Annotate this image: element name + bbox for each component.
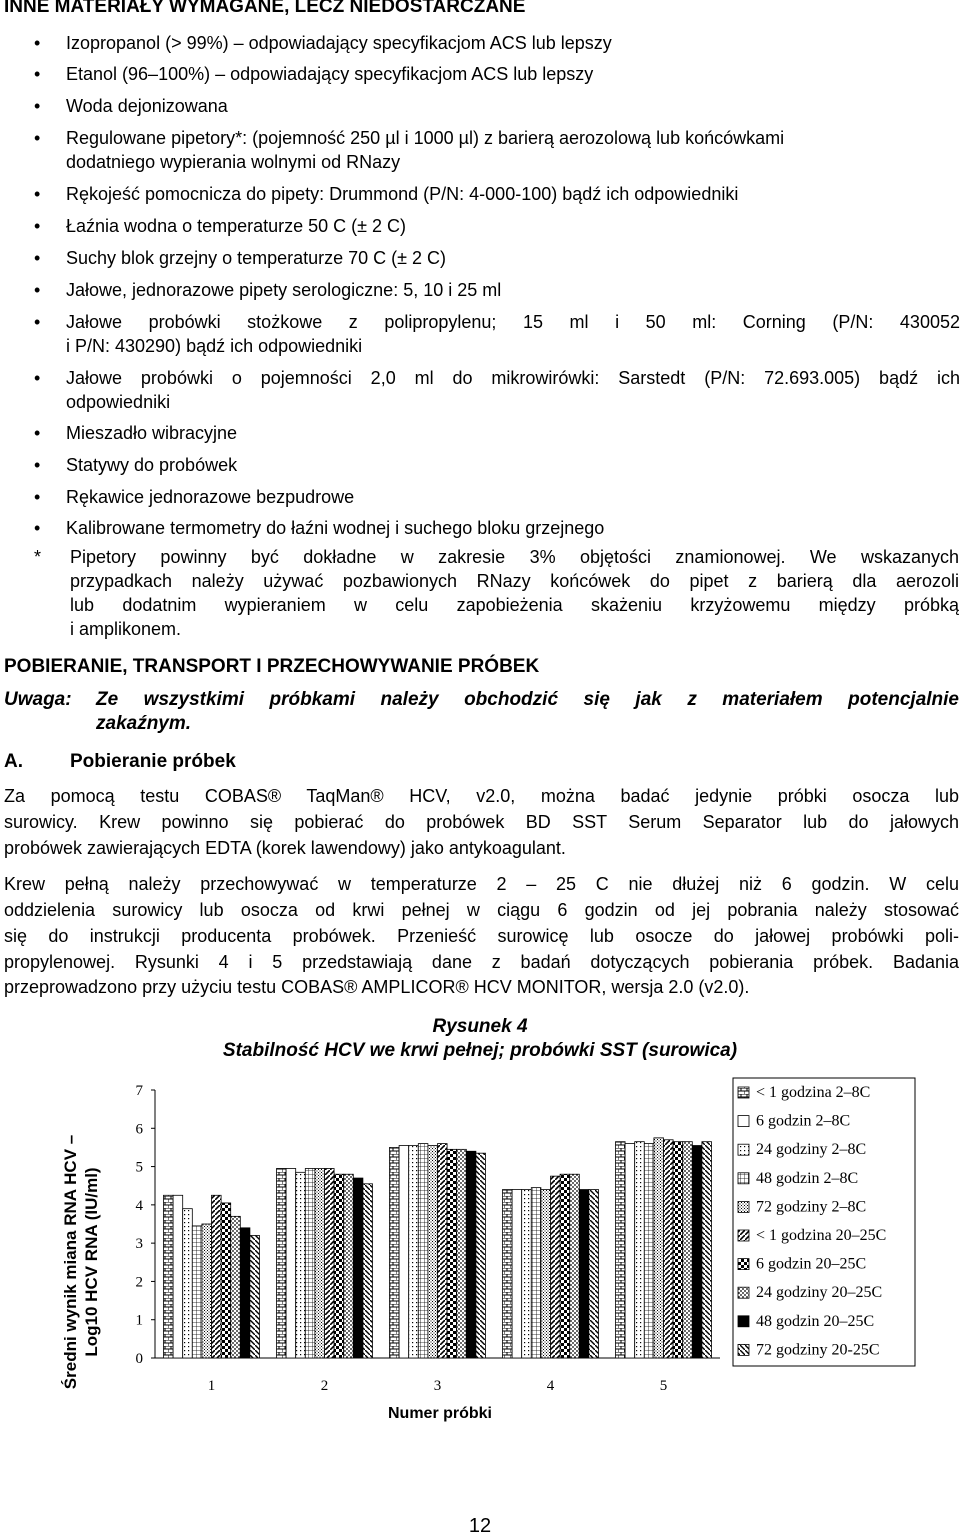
footnote-line: i amplikonem.	[70, 619, 182, 639]
list-item-text: Suchy blok grzejny o temperaturze 70 C (± 2 C)	[66, 248, 447, 268]
bar	[173, 1195, 183, 1358]
bar	[625, 1144, 635, 1358]
bar-chart	[0, 1070, 960, 1430]
list-item-text: Kalibrowane termometry do łaźni wodnej i suchego bloku grzejnego	[66, 518, 605, 538]
subsection-letter: A.	[4, 751, 23, 772]
bullet-icon: •	[34, 33, 41, 53]
legend	[733, 1078, 915, 1366]
legend-label: 48 godzin 2–8C	[756, 1169, 859, 1187]
bar	[250, 1235, 260, 1358]
bar	[579, 1190, 589, 1358]
bullet-icon: •	[34, 455, 41, 475]
legend-label: 48 godzin 20–25C	[756, 1312, 875, 1330]
x-tick-label: 5	[659, 1378, 668, 1394]
list-item-text: Mieszadło wibracyjne	[66, 423, 238, 443]
figure-number: Rysunek 4	[432, 1016, 528, 1037]
bar	[616, 1142, 626, 1358]
bar	[353, 1178, 363, 1358]
list-item-text: Rękawice jednorazowe bezpudrowe	[66, 487, 355, 507]
paragraph-line: probówek zawierających EDTA (korek lawendowy) jako antykoagulant.	[4, 838, 566, 858]
bar	[531, 1188, 541, 1358]
list-item-text: Etanol (96–100%) – odpowiadający specyfikacjom ACS lub lepszy	[66, 64, 594, 84]
x-tick-label: 1	[207, 1378, 216, 1394]
list-item-text: Woda dejonizowana	[66, 96, 228, 116]
x-axis-title: Numer próbki	[387, 1405, 493, 1422]
legend-label: < 1 godzina 2–8C	[756, 1084, 871, 1101]
bar	[635, 1142, 645, 1358]
bar	[522, 1190, 532, 1358]
paragraph-line: oddzielenia surowicy lub osocza od krwi pełnej w ciągu 6 godzin od jej pobrania należy stosować	[4, 900, 959, 920]
y-tick-label: 6	[135, 1121, 143, 1138]
bar	[240, 1228, 250, 1358]
y-tick-label: 7	[135, 1083, 143, 1099]
bar	[664, 1140, 674, 1358]
bar	[570, 1174, 580, 1358]
list-item-text: odpowiedniki	[66, 392, 171, 412]
bar	[438, 1144, 448, 1358]
bullet-icon: •	[34, 64, 41, 84]
bar	[305, 1168, 315, 1358]
bar	[202, 1224, 212, 1358]
bullet-icon: •	[34, 280, 41, 300]
bar	[363, 1184, 373, 1358]
bar	[589, 1190, 599, 1358]
bar	[692, 1146, 702, 1358]
footnote-mark: *	[34, 547, 42, 567]
bar	[644, 1144, 654, 1358]
legend-label: 6 godzin 20–25C	[756, 1255, 867, 1273]
legend-swatch	[738, 1316, 749, 1327]
bar	[164, 1195, 174, 1358]
footnote-line: przypadkach należy używać pozbawionych RNazy końcówek do pipet z barierą dla aerozoli	[70, 571, 959, 591]
bar	[399, 1146, 409, 1358]
bar	[277, 1168, 287, 1358]
bar	[231, 1216, 241, 1358]
figure-caption: Stabilność HCV we krwi pełnej; probówki SST (surowica)	[222, 1040, 738, 1061]
y-axis-title-line-1: Średni wynik miana RNA HCV –	[61, 1134, 80, 1390]
paragraph-line: Krew pełną należy przechowywać w temperaturze 2 – 25 C nie dłużej niż 6 godzin. W celu	[4, 874, 959, 894]
list-item-text: Statywy do probówek	[66, 455, 238, 475]
bar	[654, 1138, 664, 1358]
bar	[457, 1149, 467, 1358]
bar	[512, 1190, 522, 1358]
bar	[447, 1149, 457, 1358]
paragraph-line: propylenowej. Rysunki 4 i 5 przedstawiają dane z badań dotyczących pobierania próbek. Badania	[4, 952, 959, 972]
note-label: Uwaga:	[4, 689, 72, 710]
legend-swatch	[738, 1173, 749, 1184]
legend-swatch	[738, 1287, 749, 1298]
y-axis-title-line-2: Log10 HCV RNA (IU/ml)	[82, 1167, 101, 1357]
x-tick-label: 4	[546, 1378, 555, 1394]
bar	[673, 1142, 683, 1358]
bullet-icon: •	[34, 487, 41, 507]
bullet-icon: •	[34, 96, 41, 116]
bar	[428, 1146, 438, 1358]
bullet-icon: •	[34, 216, 41, 236]
legend-label: < 1 godzina 20–25C	[756, 1227, 887, 1244]
y-tick-label: 2	[135, 1274, 143, 1291]
bar	[221, 1203, 231, 1358]
bar	[390, 1147, 400, 1358]
y-tick-label: 1	[135, 1312, 143, 1329]
y-tick-label: 3	[135, 1236, 143, 1253]
legend-swatch	[738, 1087, 749, 1098]
bullet-icon: •	[34, 248, 41, 268]
legend-swatch	[738, 1344, 749, 1355]
legend-swatch	[738, 1230, 749, 1241]
bar	[541, 1190, 551, 1358]
bar	[286, 1168, 296, 1358]
legend-swatch	[738, 1116, 749, 1127]
list-item-text: Izopropanol (> 99%) – odpowiadający specyfikacjom ACS lub lepszy	[66, 33, 612, 53]
bar	[344, 1174, 354, 1358]
legend-label: 6 godzin 2–8C	[756, 1112, 851, 1130]
legend-swatch	[738, 1144, 749, 1155]
legend-swatch	[738, 1201, 749, 1212]
bar	[418, 1144, 428, 1358]
legend-label: 24 godziny 2–8C	[756, 1141, 867, 1159]
note-line-1: Ze wszystkimi próbkami należy obchodzić się jak z materiałem potencjalnie	[96, 689, 959, 710]
paragraph-line: surowicy. Krew powinno się pobierać do probówek BD SST Serum Separator lub do jałowych	[4, 812, 959, 832]
y-tick-label: 4	[135, 1197, 143, 1214]
legend-label: 24 godziny 20–25C	[756, 1284, 883, 1302]
bar	[192, 1226, 202, 1358]
footnote-line: Pipetory powinny być dokładne w zakresie 3% objętości znamionowej. We wskazanych	[70, 547, 959, 567]
bar	[503, 1190, 513, 1358]
list-item-text: Jałowe probówki o pojemności 2,0 ml do mikrowirówki: Sarstedt (P/N: 72.693.005) bądź ich	[66, 368, 960, 388]
bar	[334, 1174, 344, 1358]
bar	[702, 1142, 712, 1358]
list-item-text: Jałowe, jednorazowe pipety serologiczne: 5, 10 i 25 ml	[66, 280, 502, 300]
legend-label: 72 godziny 2–8C	[756, 1198, 867, 1216]
bullet-icon: •	[34, 518, 41, 538]
subsection-title: Pobieranie próbek	[70, 751, 236, 772]
page-number: 12	[468, 1515, 492, 1537]
list-item-text: i P/N: 430290) bądź ich odpowiedniki	[66, 336, 363, 356]
paragraph-line: przeprowadzono przy użyciu testu COBAS® AMPLICOR® HCV MONITOR, wersja 2.0 (v2.0).	[4, 977, 750, 997]
list-item-text: Łaźnia wodna o temperaturze 50 C (± 2 C)	[66, 216, 407, 236]
bar	[183, 1209, 193, 1358]
list-item-text: dodatniego wypierania wolnymi od RNazy	[66, 152, 401, 172]
list-item-text: Jałowe probówki stożkowe z polipropylenu; 15 ml i 50 ml: Corning (P/N: 430052	[66, 312, 960, 332]
bullet-icon: •	[34, 184, 41, 204]
list-item-text: Regulowane pipetory*: (pojemność 250 µl i 1000 µl) z barierą aerozolową lub końcówkami	[66, 128, 785, 148]
bullet-icon: •	[34, 368, 41, 388]
bar	[315, 1168, 325, 1358]
bars	[164, 1138, 712, 1358]
bar	[296, 1172, 306, 1358]
bullet-icon: •	[34, 312, 41, 332]
bar	[409, 1146, 419, 1358]
y-tick-label: 5	[135, 1159, 143, 1176]
bar	[212, 1195, 222, 1358]
legend-swatch	[738, 1259, 749, 1270]
paragraph-line: się do instrukcji producenta probówek. Przenieść surowicę lub osocze do jałowej probówki poli-	[4, 926, 959, 946]
bar	[551, 1176, 561, 1358]
y-tick-label: 0	[135, 1351, 143, 1367]
footnote-line: lub dodatnim wypieraniem w celu zapobieżenia skażeniu krzyżowemu między próbką	[70, 595, 959, 615]
y-axis-title	[61, 1135, 101, 1389]
bar	[683, 1142, 693, 1358]
x-tick-label: 3	[433, 1378, 442, 1394]
bar	[476, 1153, 486, 1358]
note-line-2: zakaźnym.	[96, 713, 192, 734]
list-item-text: Rękojeść pomocnicza do pipety: Drummond (P/N: 4-000-100) bądź ich odpowiedniki	[66, 184, 739, 204]
section-heading-materials: INNE MATERIAŁY WYMAGANE, LECZ NIEDOSTARCZANE	[4, 0, 526, 17]
section-heading-sampling: POBIERANIE, TRANSPORT I PRZECHOWYWANIE PRÓBEK	[4, 656, 540, 677]
legend-label: 72 godziny 20-25C	[756, 1341, 880, 1359]
bar	[560, 1174, 570, 1358]
bar	[325, 1168, 335, 1358]
paragraph-line: Za pomocą testu COBAS® TaqMan® HCV, v2.0, można badać jedynie próbki osocza lub	[4, 786, 959, 806]
bullet-icon: •	[34, 128, 41, 148]
x-tick-label: 2	[320, 1378, 329, 1394]
bullet-icon: •	[34, 423, 41, 443]
bar	[466, 1151, 476, 1358]
